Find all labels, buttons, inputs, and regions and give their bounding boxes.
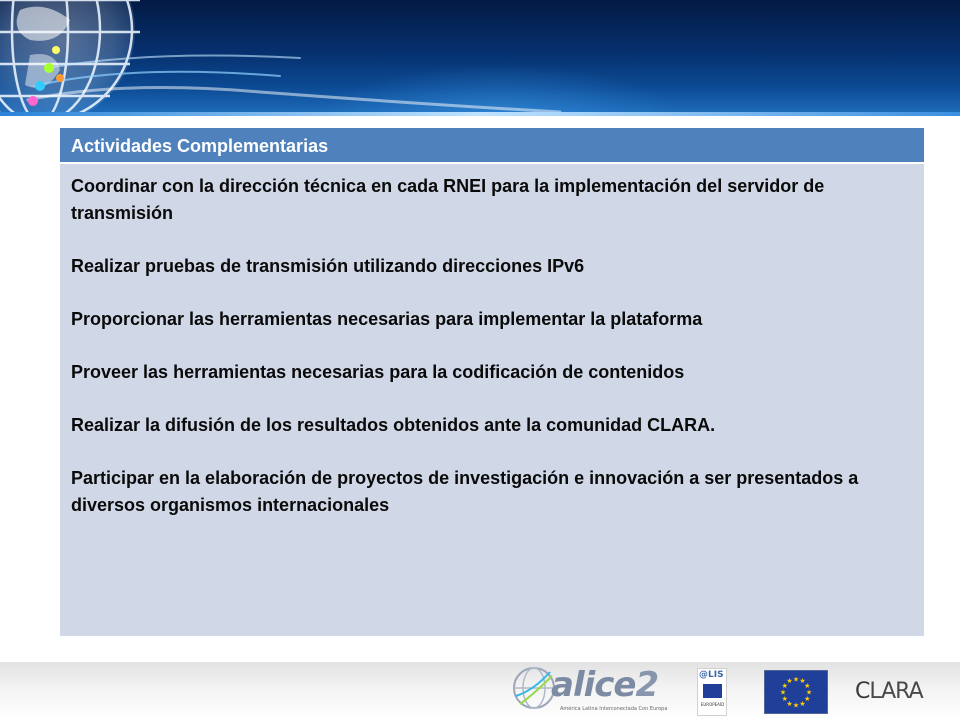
eu-star-icon: ★ <box>799 678 806 686</box>
eu-star-icon: ★ <box>779 689 787 697</box>
alis-logo <box>697 668 727 716</box>
eu-mini-flag-icon <box>703 684 722 698</box>
eu-star-icon: ★ <box>781 683 788 690</box>
table-header: Actividades Complementarias <box>60 128 924 164</box>
activity-item: Realizar la difusión de los resultados obtenidos ante la comunidad CLARA. <box>71 415 716 435</box>
alis-caption: EUROPEAID <box>700 702 725 707</box>
activity-item: Coordinar con la dirección técnica en cada RNEI para la implementación del servidor de transmisión <box>71 176 825 223</box>
clara-mark: C <box>855 679 870 704</box>
activity-item: Realizar pruebas de transmisión utilizando direcciones IPv6 <box>71 256 585 276</box>
eu-star-icon: ★ <box>805 689 813 697</box>
activity-item: Proveer las herramientas necesarias para la codificación de contenidos <box>71 362 685 382</box>
table-body <box>60 164 924 636</box>
eu-star-icon: ★ <box>786 678 793 686</box>
eu-star-icon: ★ <box>804 696 811 703</box>
eu-star-icon: ★ <box>792 676 800 684</box>
header-banner <box>0 0 960 116</box>
activities-table <box>60 128 924 636</box>
node-dot <box>28 96 38 106</box>
eu-star-icon: ★ <box>786 700 793 708</box>
eu-star-icon: ★ <box>804 683 811 690</box>
network-swoosh-icon <box>0 0 960 116</box>
alice-logo-text: alice2 <box>551 665 659 705</box>
alice-tagline: América Latina Interconectada Con Europa <box>560 706 668 712</box>
eu-star-icon: ★ <box>792 702 800 710</box>
activity-item: Proporcionar las herramientas necesarias para implementar la plataforma <box>71 309 703 329</box>
activity-item: Participar en la elaboración de proyectos de investigación e innovación a ser presentados a diversos organismos internacionales <box>71 468 859 515</box>
eu-flag-icon <box>764 670 828 714</box>
eu-star-icon: ★ <box>799 700 806 708</box>
clara-logo: CLARA <box>855 679 923 704</box>
banner-edge <box>0 112 960 116</box>
eu-star-icon: ★ <box>781 696 788 703</box>
alis-logo-text: @LIS <box>699 670 724 680</box>
